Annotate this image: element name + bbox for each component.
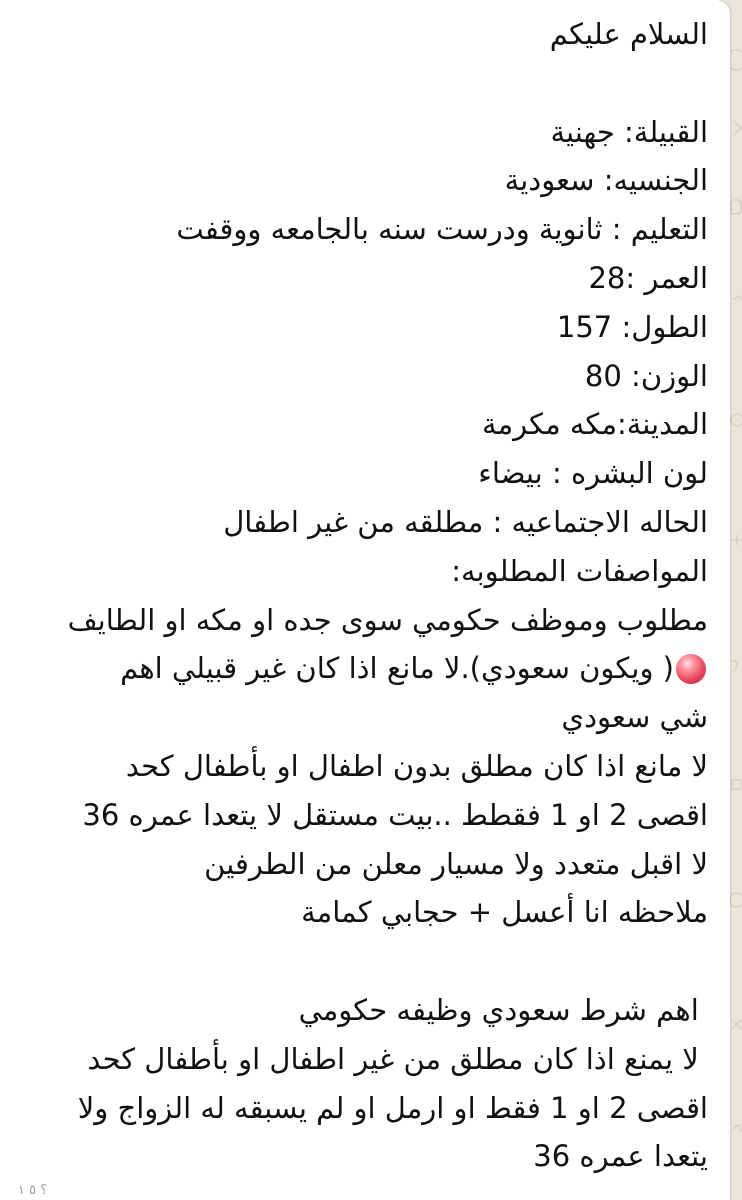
message-line-requirement-6: لا اقبل متعدد ولا مسيار معلن من الطرفين [204, 846, 708, 881]
message-line-requirement-4: لا مانع اذا كان مطلق بدون اطفال او بأطفال كحد [125, 748, 708, 783]
message-line-age: العمر :28 [588, 260, 708, 295]
message-line-nationality: الجنسيه: سعودية [504, 163, 708, 198]
message-line-status: الحاله الاجتماعيه : مطلقه من غير اطفال [223, 504, 708, 539]
red-circle-icon [676, 654, 706, 684]
message-line-requirement-5: اقصى 2 او 1 فقطط ..بيت مستقل لا يتعدا عمره 36 [82, 797, 708, 832]
message-line-requirement-2 [24, 644, 708, 693]
message-line-tribe: القبيلة: جهنية [550, 114, 708, 149]
message-line-weight: الوزن: 80 [584, 358, 708, 393]
message-line-city: المدينة:مكه مكرمة [482, 407, 708, 442]
message-line-requirement-3: شي سعودي [561, 700, 708, 735]
message-blank-line [24, 59, 708, 108]
message-blank-line [24, 937, 708, 986]
message-line-education: التعليم : ثانوية ودرست سنه بالجامعه ووقفت [176, 212, 708, 247]
message-line-condition-2: لا يمنع اذا كان مطلق من غير اطفال او بأطفال كحد [87, 1041, 708, 1076]
message-line-requirement-1: مطلوب وموظف حكومي سوى جده او مكه او الطايف [67, 602, 708, 637]
message-line-height: الطول: 157 [556, 309, 708, 344]
message-line-requirements-heading: المواصفات المطلوبه: [451, 553, 708, 588]
message-line-requirement-2-text: ( ويكون سعودي).لا مانع اذا كان غير قبيلي اهم [120, 651, 674, 686]
message-line-greeting: السلام عليكم [549, 17, 708, 51]
message-line-note: ملاحظه انا أعسل + حجابي كمامة [301, 895, 708, 930]
message-meta-partial: ؟ ٥ ١ [18, 1183, 48, 1198]
message-line-skin: لون البشره : بيضاء [478, 456, 708, 491]
message-line-condition-4: يتعدا عمره 36 [533, 1139, 708, 1174]
message-line-condition-1: اهم شرط سعودي وظيفه حكومي [298, 992, 708, 1027]
message-line-condition-3: اقصى 2 او 1 فقط او ارمل او لم يسبقه له الزواج ولا [77, 1090, 708, 1125]
